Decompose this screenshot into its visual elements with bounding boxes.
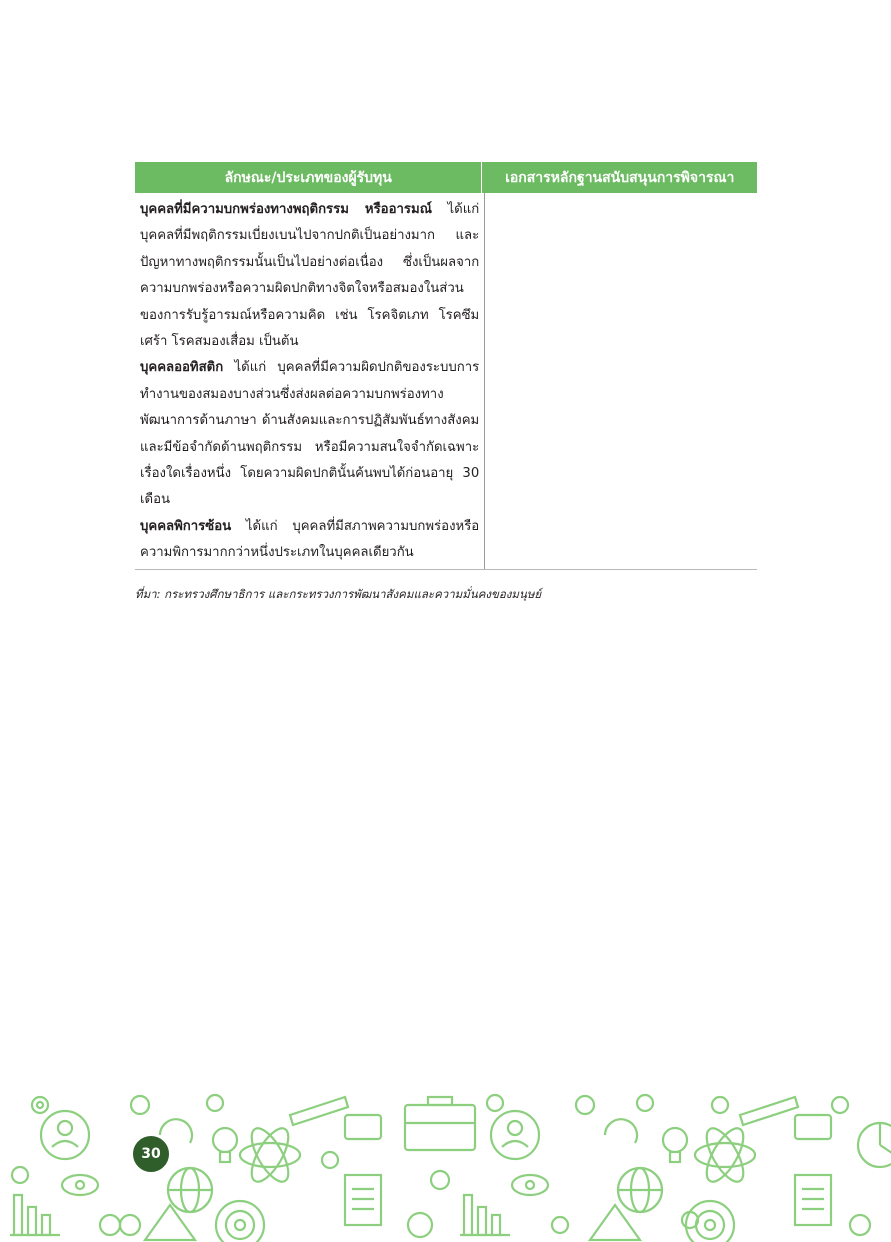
page-number-badge: 30	[131, 1134, 171, 1174]
atom-icon	[240, 1143, 300, 1167]
light-bulb-icon	[213, 1128, 237, 1152]
telescope-icon	[290, 1097, 348, 1125]
light-bulb-icon	[663, 1128, 687, 1152]
gear-icon	[576, 1096, 594, 1114]
desc-behavioral-disability: ได้แก่ บุคคลที่มีพฤติกรรมเบี่ยงเบนไปจากปกติเป็นอย่างมาก และปัญหาทางพฤติกรรมนั้นเป็นไปอย่างต่อเนื่อง ซึ่งเป็นผลจากความบกพร่องหรือความผิดปกติทางจิตใจหรือสมองในส่วนของการรับรู้อารมณ์หรือความคิด เช่น โรคจิตเภท โรคซึมเศร้า โรคสมองเสื่อม เป็นต้น	[140, 202, 480, 350]
gear-icon	[431, 1171, 449, 1189]
term-autistic: บุคคลออทิสติก	[140, 360, 224, 376]
refresh-icon	[605, 1119, 637, 1143]
source-note: ที่มา: กระทรวงศึกษาธิการ และกระทรวงการพัฒนาสังคมและความมั่นคงของมนุษย์	[135, 587, 542, 601]
bar-chart-icon	[10, 1195, 60, 1235]
gear-icon	[487, 1095, 503, 1111]
people-icon	[850, 1215, 870, 1235]
gear-icon	[637, 1095, 653, 1111]
header-supporting-documents: เอกสารหลักฐานสนับสนุนการพิจารณา	[481, 162, 757, 193]
recipient-type-cell	[135, 193, 485, 569]
gear-icon	[12, 1167, 28, 1183]
eye-icon	[512, 1175, 548, 1195]
desc-multiple-disabilities: ได้แก่ บุคคลที่มีสภาพความบกพร่องหรือความพิการมากกว่าหนึ่งประเภทในบุคคลเดียวกัน	[140, 518, 480, 561]
term-behavioral-disability: บุคคลที่มีความบกพร่องทางพฤติกรรม หรืออารมณ์	[140, 202, 432, 217]
people-icon	[408, 1213, 432, 1237]
atom-icon	[695, 1143, 755, 1167]
pie-chart-icon	[858, 1123, 891, 1167]
gear-icon	[131, 1096, 149, 1114]
target-icon	[216, 1201, 264, 1242]
table-header	[135, 162, 757, 193]
gear-icon	[322, 1152, 338, 1168]
gear-icon	[552, 1217, 568, 1233]
term-multiple-disabilities: บุคคลพิการซ้อน	[140, 518, 232, 534]
gear-icon	[832, 1097, 848, 1113]
bar-chart-icon	[460, 1195, 510, 1235]
gear-icon	[207, 1095, 223, 1111]
gear-icon	[712, 1097, 728, 1113]
chat-icon	[795, 1115, 831, 1139]
target-icon	[686, 1201, 734, 1242]
people-icon	[100, 1215, 120, 1235]
desc-autistic: ได้แก่ บุคคลที่มีความผิดปกติของระบบการทำงานของสมองบางส่วนซึ่งส่งผลต่อความบกพร่องทางพัฒนาการด้านภาษา ด้านสังคมและการปฏิสัมพันธ์ทางสังคม และมีข้อจำกัดด้านพฤติกรรม หรือมีความสนใจจำกัดเฉพาะเรื่องใดเรื่องหนึ่ง โดยความผิดปกตินั้นค้นพบได้ก่อนอายุ 30 เดือน	[140, 360, 480, 508]
telescope-icon	[740, 1097, 798, 1125]
header-recipient-type: ลักษณะ/ประเภทของผู้รับทุน	[224, 169, 392, 186]
chat-icon	[345, 1115, 381, 1139]
criteria-table	[135, 162, 757, 570]
table-row	[135, 193, 757, 569]
supporting-documents-cell	[485, 193, 757, 569]
briefcase-icon	[405, 1105, 475, 1150]
gear-icon	[32, 1097, 48, 1113]
eye-icon	[62, 1175, 98, 1195]
